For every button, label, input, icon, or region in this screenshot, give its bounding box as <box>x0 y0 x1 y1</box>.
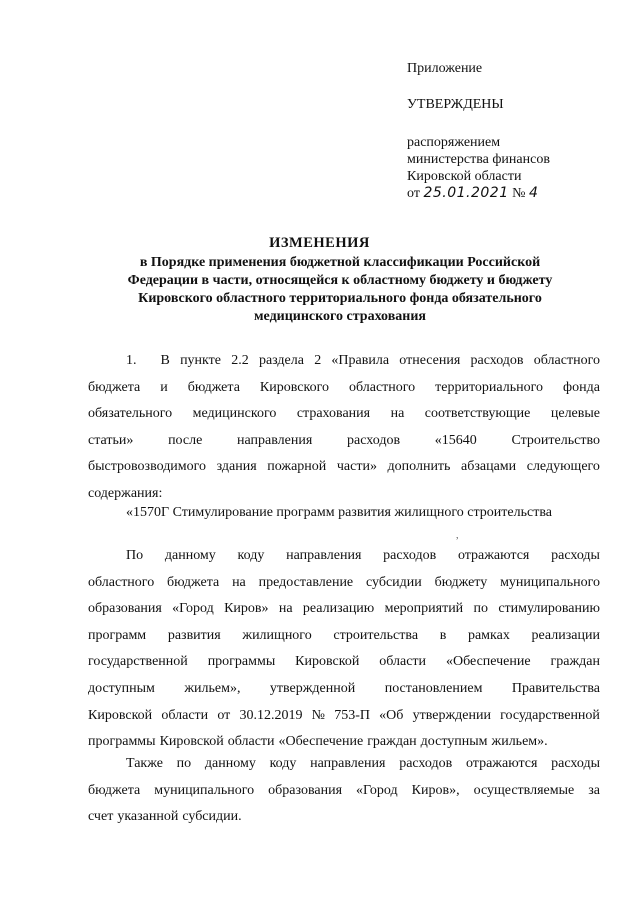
word: здания <box>216 459 257 475</box>
word: утверждении <box>412 707 491 723</box>
word: отнесения <box>399 353 461 368</box>
word: Кировского <box>259 379 329 395</box>
word: расходы <box>551 756 600 771</box>
word: стимулированию <box>498 601 600 617</box>
word: осуществляемые <box>473 782 575 798</box>
word: рамках <box>467 627 510 643</box>
text-line <box>88 751 600 778</box>
word: расходы <box>551 548 600 563</box>
word: страхования <box>296 406 371 422</box>
text-line <box>88 703 600 730</box>
text-line <box>88 570 600 597</box>
word: фонда <box>563 379 600 395</box>
word: дополнить <box>387 459 451 475</box>
word: области <box>227 734 275 750</box>
word: направления <box>237 432 313 448</box>
word: Правительства <box>511 680 600 696</box>
word: жильем». <box>491 734 548 750</box>
text-line <box>88 804 600 831</box>
word: Кировской <box>295 654 360 670</box>
word: содержания: <box>88 485 163 501</box>
word: коду <box>269 756 297 771</box>
word: следующего <box>526 459 600 475</box>
word: коду <box>237 548 265 563</box>
word: направления <box>286 548 362 563</box>
text-line <box>88 348 600 375</box>
word: жильем», <box>184 680 241 696</box>
word: «Об <box>379 707 404 723</box>
stamp-details <box>407 134 550 202</box>
word: областного <box>533 353 600 368</box>
subtitle-line: Кировского областного территориального фонда обязательного <box>138 291 542 306</box>
word: по <box>176 756 192 771</box>
word: в <box>439 627 447 643</box>
word: муниципального <box>500 574 600 590</box>
paragraph-1 <box>88 348 600 508</box>
word: доступным <box>88 680 155 696</box>
word: раздела <box>258 353 304 368</box>
text-line <box>88 428 600 455</box>
approved-label: УТВЕРЖДЕНЫ <box>407 97 504 112</box>
word: мероприятий <box>384 601 464 617</box>
word: расходов <box>399 756 453 771</box>
text-line <box>88 623 600 650</box>
date-prefix: от <box>407 186 420 201</box>
word: пункте <box>180 353 221 368</box>
word: «Обеспечение <box>445 654 531 670</box>
word: Киров», <box>411 782 460 798</box>
word: постановлением <box>384 680 483 696</box>
word: предоставление <box>258 574 354 590</box>
word: бюджету <box>434 574 488 590</box>
word: пожарной <box>267 459 327 475</box>
word: после <box>168 432 203 448</box>
word: 753-П <box>334 707 370 723</box>
word: доступным <box>420 734 488 750</box>
word: статьи» <box>88 432 134 448</box>
document-title: ИЗМЕНЕНИЯ <box>269 235 370 251</box>
word: граждан <box>367 734 417 750</box>
text-line <box>88 596 600 623</box>
subtitle-line: Федерации в части, относящейся к областному бюджету и бюджету <box>127 273 553 288</box>
handwritten-date: 25.01.2021 <box>423 185 509 201</box>
word: «15640 <box>434 432 477 448</box>
word: 2.2 <box>231 353 249 368</box>
word: территориального <box>435 379 544 395</box>
word: указанной <box>117 809 179 825</box>
number-prefix: № <box>512 186 526 201</box>
paragraph-3 <box>88 751 600 831</box>
paragraph-2 <box>88 543 600 756</box>
word: на <box>278 601 293 617</box>
word: бюджета <box>187 379 240 395</box>
word: расходов <box>383 548 437 563</box>
word: «Обеспечение <box>278 734 364 750</box>
word: жилищного <box>242 627 312 643</box>
word: «Правила <box>331 353 390 368</box>
word: Киров» <box>224 601 269 617</box>
text-line <box>88 778 600 805</box>
word: образования <box>268 782 343 798</box>
text-line <box>88 401 600 428</box>
document-subtitle <box>100 254 580 326</box>
word: соответствующие <box>424 406 531 422</box>
handwritten-number: 4 <box>528 185 539 201</box>
word: По <box>126 548 144 563</box>
word: государственной <box>88 654 188 670</box>
word: по <box>473 601 488 617</box>
word: расходов <box>347 432 401 448</box>
word: отражаются <box>457 548 530 563</box>
word: реализацию <box>302 601 375 617</box>
text-line <box>88 454 600 481</box>
word: от <box>217 707 231 723</box>
text-line <box>88 375 600 402</box>
word: части» <box>336 459 377 475</box>
word: субсидии. <box>182 809 242 825</box>
scan-mark: , <box>456 530 459 541</box>
word: целевые <box>550 406 600 422</box>
word: бюджета <box>88 782 141 798</box>
word: областного <box>348 379 416 395</box>
word: бюджета <box>167 574 220 590</box>
word: быстровозводимого <box>88 459 207 475</box>
stamp-line: министерства финансов <box>407 152 550 167</box>
text-line <box>88 649 600 676</box>
word: данному <box>204 756 256 771</box>
word: программ <box>88 627 147 643</box>
word: бюджета <box>88 379 141 395</box>
word: «Город <box>172 601 214 617</box>
stamp-line: Кировской области <box>407 169 522 184</box>
word: на <box>232 574 246 590</box>
word: области <box>379 654 427 670</box>
word: 30.12.2019 <box>239 707 303 723</box>
word: граждан <box>550 654 600 670</box>
word: счет <box>88 809 114 825</box>
quote-text: «1570Г Стимулирование программ развития жилищного строительства <box>126 505 552 520</box>
word: направления <box>310 756 386 771</box>
stamp-date-line <box>407 185 550 202</box>
word: В <box>160 353 170 368</box>
word: Кировской <box>159 734 224 750</box>
word: Кировской <box>88 707 153 723</box>
stamp-line: распоряжением <box>407 135 501 150</box>
word: утвержденной <box>269 680 356 696</box>
text-line <box>88 543 600 570</box>
word: отражаются <box>465 756 538 771</box>
word: развития <box>167 627 221 643</box>
word: программы <box>88 734 156 750</box>
word: области <box>161 707 209 723</box>
word: обязательного <box>88 406 173 422</box>
subtitle-line: в Порядке применения бюджетной классификации Российской <box>139 255 541 270</box>
word: образования <box>88 601 162 617</box>
word: и <box>160 379 168 395</box>
appendix-label: Приложение <box>407 61 483 76</box>
text-line <box>88 500 600 527</box>
word: медицинского <box>192 406 277 422</box>
word: абзацами <box>461 459 517 475</box>
word: Строительство <box>511 432 600 448</box>
word: субсидии <box>365 574 422 590</box>
word: данному <box>164 548 216 563</box>
list-number: 1. <box>126 353 137 368</box>
word: «Город <box>356 782 398 798</box>
word: за <box>588 782 600 798</box>
word: Также <box>126 756 163 771</box>
word: на <box>390 406 405 422</box>
word: реализации <box>531 627 600 643</box>
word: областного <box>88 574 155 590</box>
word: расходов <box>470 353 524 368</box>
subtitle-line: медицинского страхования <box>254 309 426 324</box>
text-line <box>88 676 600 703</box>
word: программы <box>207 654 276 670</box>
word: муниципального <box>154 782 255 798</box>
word: государственной <box>500 707 600 723</box>
quote-line <box>88 500 600 527</box>
word: № <box>311 707 326 723</box>
word: строительства <box>333 627 419 643</box>
word: 2 <box>314 353 322 368</box>
